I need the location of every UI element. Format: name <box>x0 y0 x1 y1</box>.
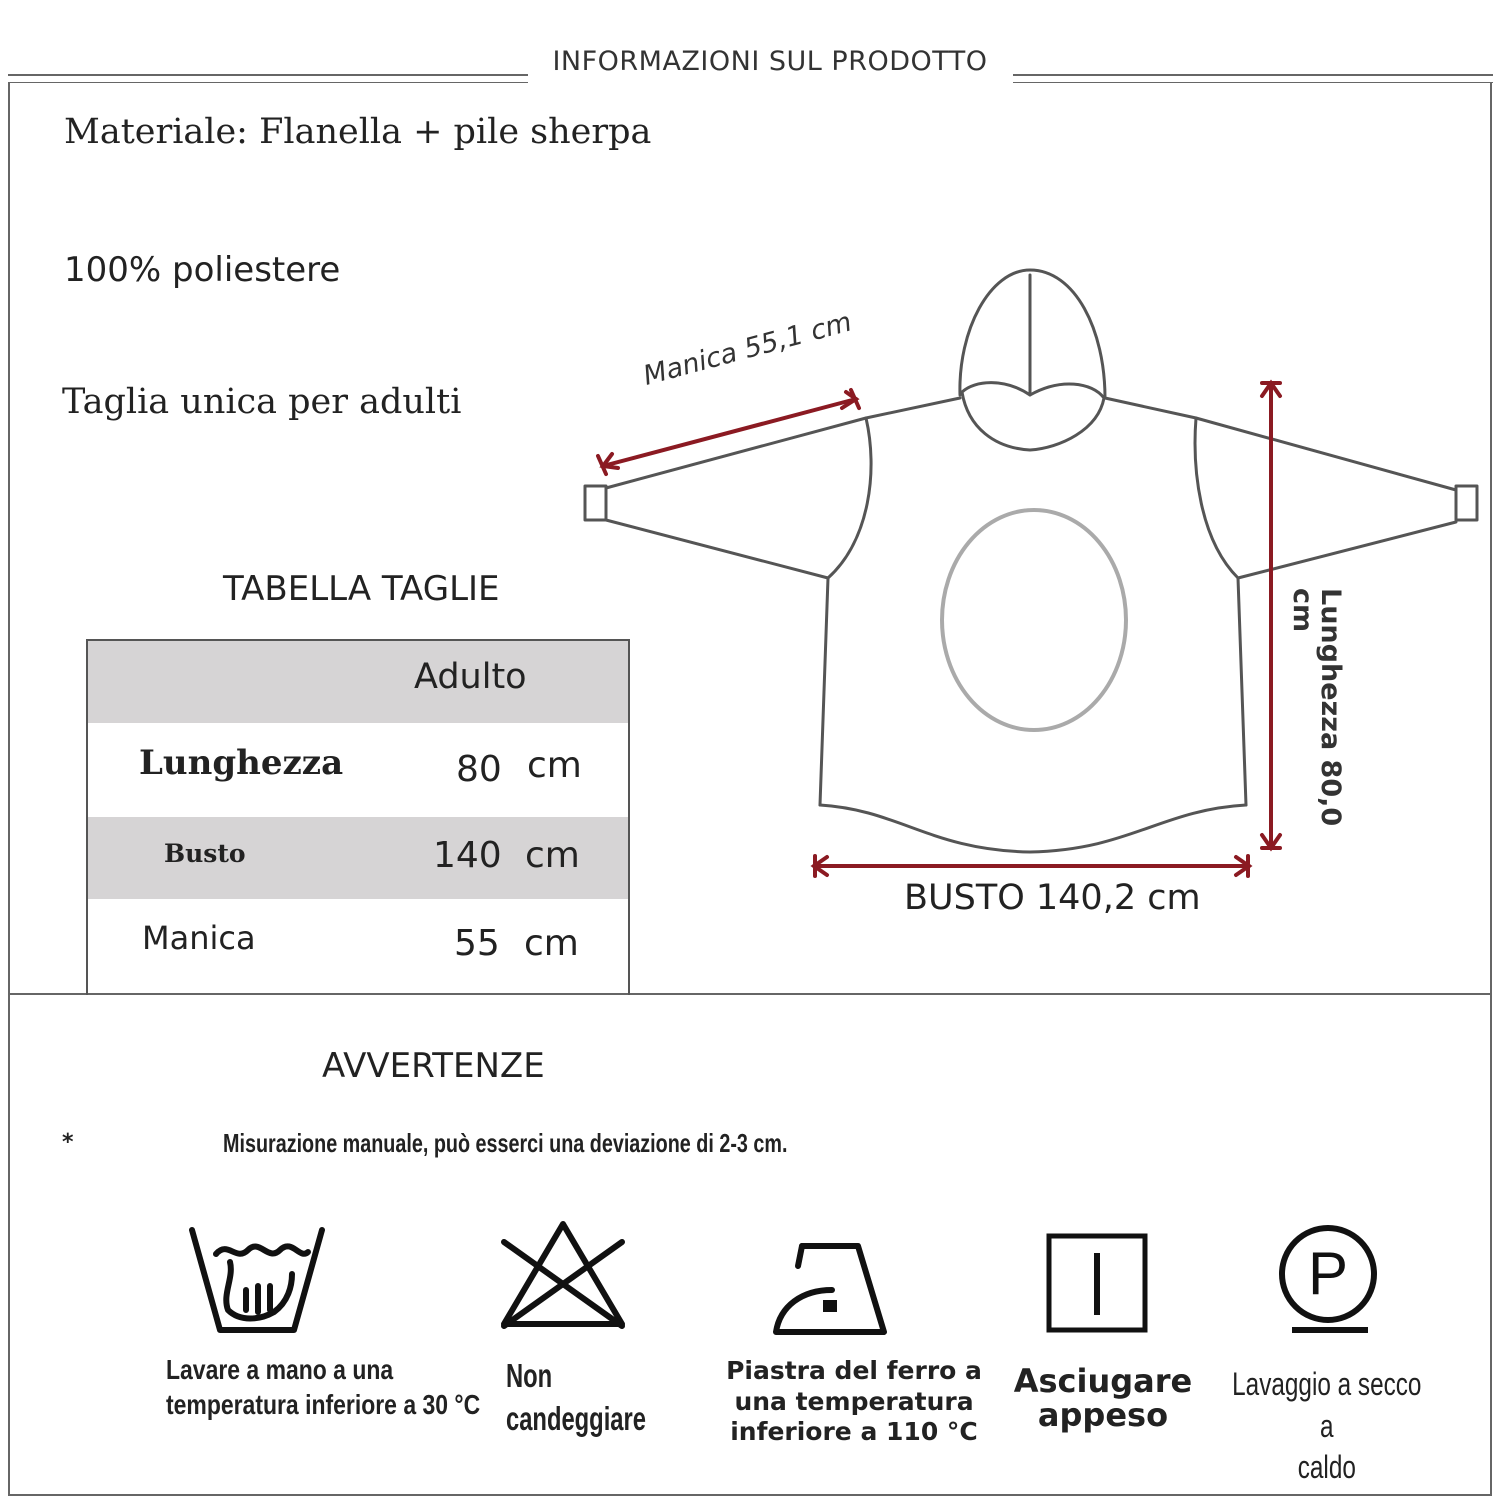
dry-clean-icon <box>1276 1226 1380 1336</box>
column-header-adulto: Adulto <box>414 657 527 697</box>
hood-outline <box>960 270 1105 398</box>
care-label-no-bleach: Non candeggiare <box>506 1357 646 1437</box>
row-unit-lunghezza: cm <box>527 745 582 786</box>
hand-wash-icon <box>188 1222 328 1342</box>
care-label-hand-wash: Lavare a mano a una temperatura inferiore a 30 °C <box>166 1354 481 1420</box>
row-value-busto: 140 <box>433 835 502 876</box>
frame-bottom <box>8 1494 1492 1496</box>
sleeve-measure-label: Manica 55,1 cm <box>640 306 856 392</box>
row-unit-busto: cm <box>525 835 580 876</box>
right-sleeve-top <box>1105 398 1456 490</box>
row-value-lunghezza: 80 <box>456 749 502 790</box>
body-hem <box>820 805 1246 852</box>
page-title: INFORMAZIONI SUL PRODOTTO <box>552 46 988 77</box>
left-armhole <box>828 418 871 578</box>
bust-measure-label: BUSTO 140,2 cm <box>904 878 1201 918</box>
row-unit-manica: cm <box>524 923 579 964</box>
row-label-busto: Busto <box>164 839 246 868</box>
size-table-title: TABELLA TAGLIE <box>223 569 500 609</box>
row-label-manica: Manica <box>142 919 256 957</box>
no-bleach-icon <box>500 1220 630 1330</box>
left-sleeve-bottom <box>606 520 828 578</box>
iron-low-icon <box>772 1238 892 1338</box>
right-armhole <box>1195 418 1238 578</box>
pocket <box>942 510 1126 730</box>
right-cuff <box>1456 486 1477 520</box>
warning-text: Misurazione manuale, può esserci una deviazione di 2-3 cm. <box>223 1128 788 1158</box>
left-cuff <box>585 486 606 520</box>
body-left-side <box>820 578 828 805</box>
left-sleeve-top <box>606 398 960 488</box>
hood-inner <box>962 383 1104 450</box>
care-label-dry-clean: Lavaggio a secco a caldo <box>1232 1366 1422 1486</box>
line-dry-icon <box>1046 1233 1150 1333</box>
composition-text: 100% poliestere <box>64 250 341 290</box>
warnings-title: AVVERTENZE <box>322 1046 545 1086</box>
length-measure-label: Lunghezza 80,0 cm <box>1286 588 1346 827</box>
material-text: Materiale: Flanella + pile sherpa <box>64 112 652 152</box>
care-label-iron: Piastra del ferro a una temperatura inferiore a 110 °C <box>726 1356 982 1446</box>
care-label-line-dry: Asciugare appeso <box>1013 1362 1193 1434</box>
row-label-lunghezza: Lunghezza <box>139 743 344 783</box>
row-value-manica: 55 <box>454 923 500 964</box>
dry-clean-symbol: P <box>1307 1240 1349 1307</box>
warning-bullet: * <box>62 1130 74 1155</box>
body-right-side <box>1238 578 1246 805</box>
fit-text: Taglia unica per adulti <box>62 382 462 422</box>
